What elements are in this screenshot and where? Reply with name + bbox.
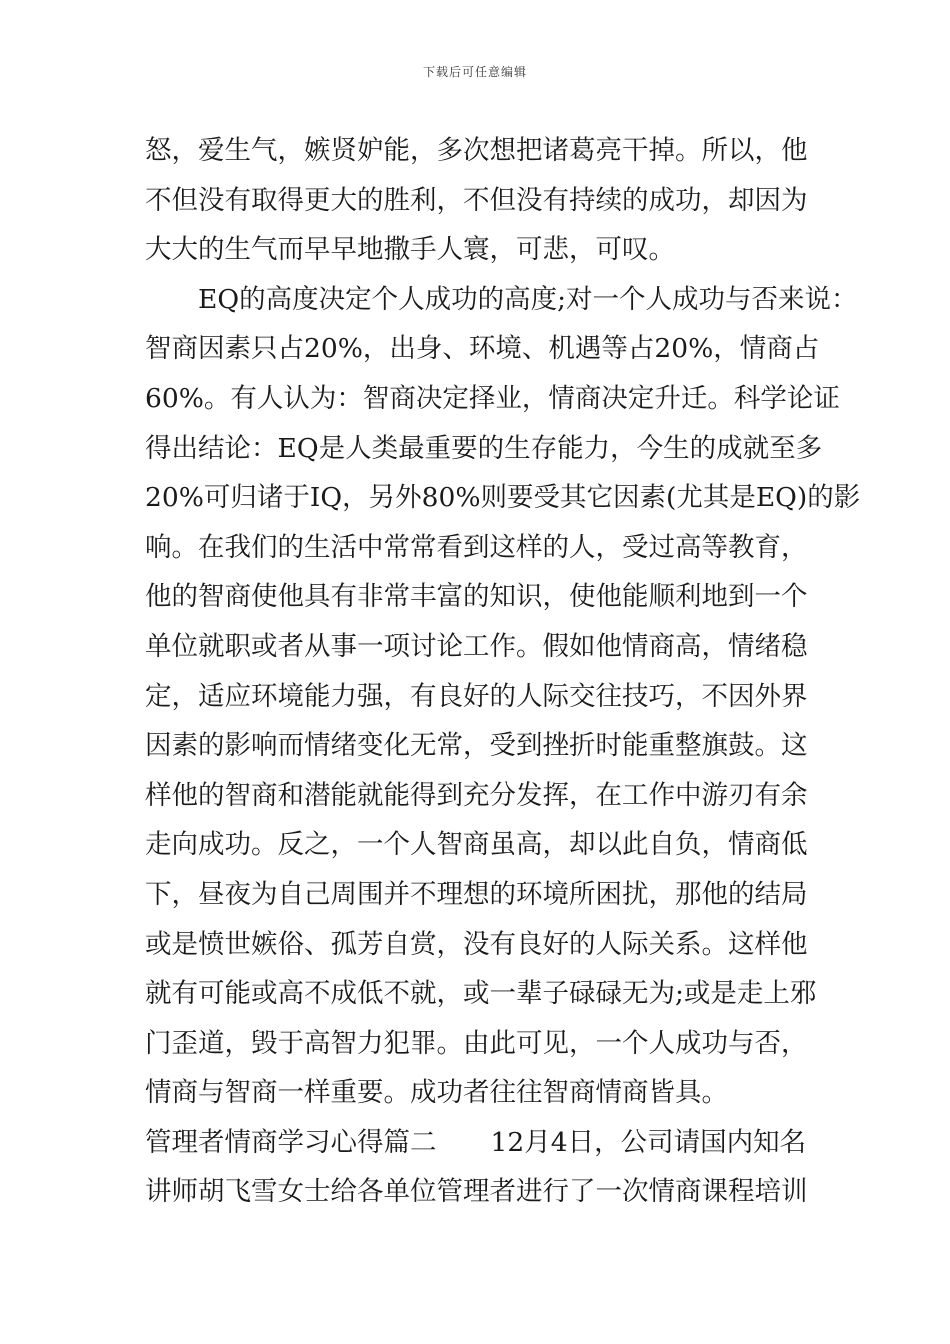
text-line: 门歪道，毁于高智力犯罪。由此可见，一个人成功与否， (145, 1027, 808, 1059)
text-line: 单位就职或者从事一项讨论工作。假如他情商高，情绪稳 (145, 630, 808, 662)
text-line: 得出结论：EQ是人类最重要的生存能力，今生的成就至多 (145, 432, 823, 464)
text-line: 大大的生气而早早地撒手人寰，可悲，可叹。 (145, 234, 675, 266)
page-header: 下载后可任意编辑 (422, 65, 527, 79)
text-line: 讲师胡飞雪女士给各单位管理者进行了一次情商课程培训 (145, 1176, 808, 1208)
text-line: 下，昼夜为自己周围并不理想的环境所困扰，那他的结局 (145, 878, 808, 910)
text-line: 20%可归诸于IQ，另外80%则要受其它因素(尤其是EQ)的影 (145, 482, 861, 514)
document-body (145, 126, 861, 1217)
text-line: 样他的智商和潜能就能得到充分发挥，在工作中游刃有余 (145, 779, 808, 811)
text-line: 怒，爱生气，嫉贤妒能，多次想把诸葛亮干掉。所以，他 (145, 135, 808, 166)
text-line: 响。在我们的生活中常常看到这样的人，受过高等教育， (145, 531, 808, 563)
text-line: 不但没有取得更大的胜利，不但没有持续的成功，却因为 (145, 184, 808, 216)
text-line: 走向成功。反之，一个人智商虽高，却以此自负，情商低 (145, 829, 808, 861)
section-first-line-text: 12月4日，公司请国内知名 (490, 1126, 807, 1158)
section-heading-line (145, 1118, 825, 1168)
text-line: 情商与智商一样重要。成功者往往智商情商皆具。 (145, 1077, 728, 1109)
text-line: 他的智商使他具有非常丰富的知识，使他能顺利地到一个 (145, 581, 808, 613)
text-line: 定，适应环境能力强，有良好的人际交往技巧，不因外界 (145, 680, 808, 712)
paragraph-first-line: EQ的高度决定个人成功的高度;对一个人成功与否来说： (198, 283, 858, 315)
section-title: 管理者情商学习心得篇二 (145, 1126, 437, 1158)
text-line: 智商因素只占20%，出身、环境、机遇等占20%，情商占 (145, 333, 820, 365)
text-line: 因素的影响而情绪变化无常，受到挫折时能重整旗鼓。这 (145, 730, 808, 762)
text-line: 或是愤世嫉俗、孤芳自赏，没有良好的人际关系。这样他 (145, 928, 808, 960)
text-line: 60%。有人认为：智商决定择业，情商决定升迁。科学论证 (145, 382, 840, 414)
text-line: 就有可能或高不成低不就，或一辈子碌碌无为;或是走上邪 (145, 978, 817, 1010)
